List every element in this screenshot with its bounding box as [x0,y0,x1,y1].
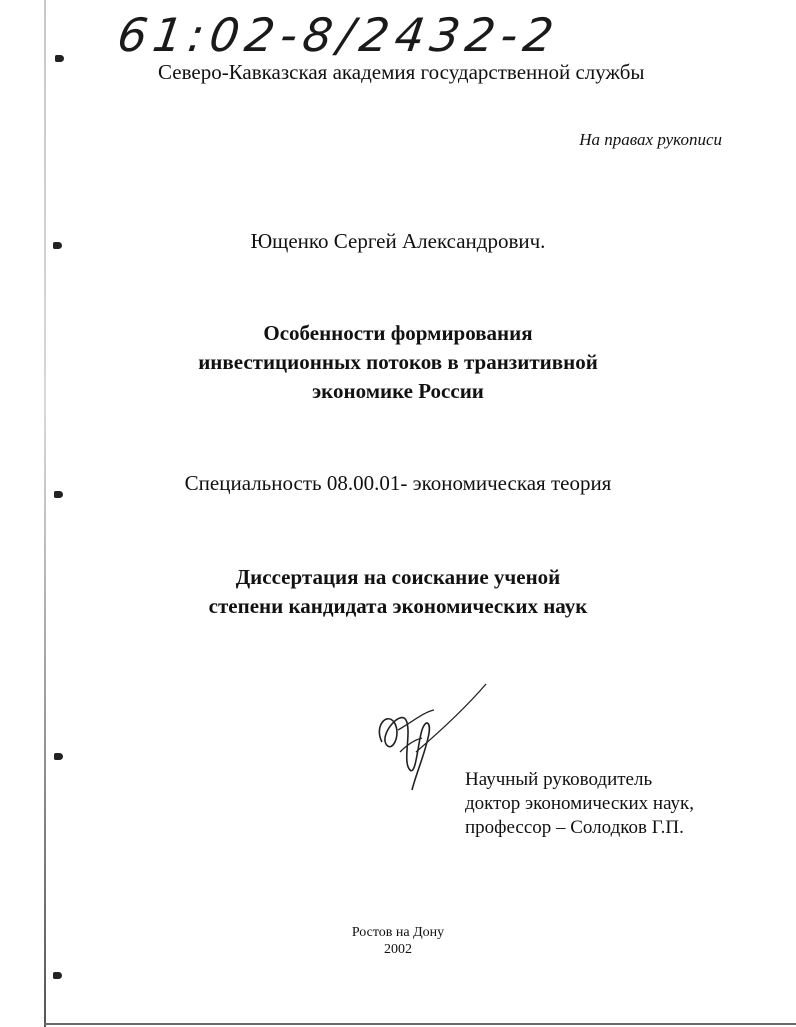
institution-name: Северо-Кавказская академия государственной службы [158,60,645,84]
year: 2002 [384,942,412,957]
scan-mark [54,753,63,760]
archive-number: 61:02-8/2432-2 [114,8,563,62]
dissertation-title [0,319,796,406]
supervisor-line: Научный руководитель [465,769,653,790]
title-line: инвестиционных потоков в транзитивной [198,350,598,374]
title-line: Особенности формирования [263,321,533,345]
speciality: Специальность 08.00.01- экономическая теория [184,471,612,495]
degree-statement [0,563,796,621]
supervisor-line: доктор экономических наук, [465,793,695,814]
degree-line: степени кандидата экономических наук [208,594,588,618]
supervisor-block [465,768,694,840]
scan-bottom-line [44,1023,796,1025]
supervisor-line: профессор – Солодков Г.П. [465,817,684,838]
scan-mark [53,972,62,979]
scan-mark [55,55,64,62]
rights-note: На правах рукописи [579,130,722,149]
degree-line: Диссертация на соискание ученой [235,565,561,589]
place-and-year [0,924,796,958]
city: Ростов на Дону [351,925,445,940]
author-name: Ющенко Сергей Александрович. [250,229,546,253]
title-line: экономике России [312,379,484,403]
scan-margin-line [44,0,46,1027]
